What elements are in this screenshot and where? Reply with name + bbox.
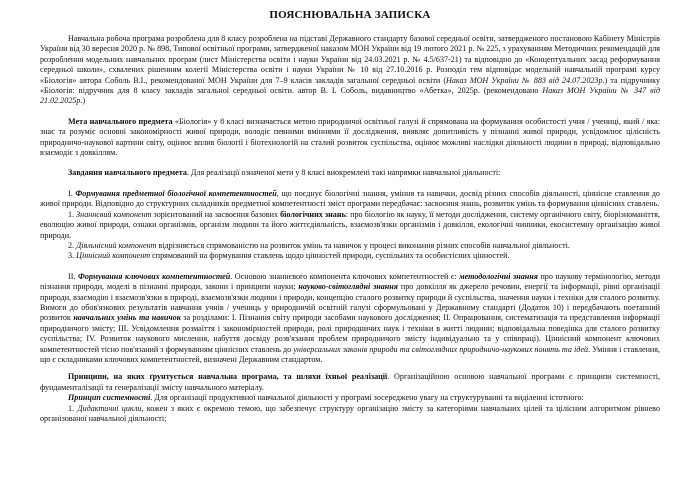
competence-2-text-2: про наукову термінологію, методи пізнання природи, моделі в пізнанні природи, закони і принципи науки; bbox=[40, 271, 661, 292]
competence-2-key-4: універсальних законів природи та світоглядних природничо-наукових понять та ідей bbox=[293, 344, 589, 354]
component-2-number: 2. bbox=[68, 240, 77, 250]
component-3-text: спрямований на формування ставлень щодо цінностей природи, суспільних та особистісних цінностей. bbox=[150, 251, 510, 261]
system-text: . Для організації продуктивної навчальної діяльності у програмі зосереджено увагу на структуруванні та виділенні істотного: bbox=[150, 393, 584, 403]
intro-order-1: Наказ МОН України № 883 від 24.07.2023р. bbox=[446, 75, 605, 85]
tasks-paragraph bbox=[40, 168, 660, 178]
component-2-paragraph bbox=[40, 241, 660, 251]
competence-2-text-1: . Основою знаннєвого компонента ключових компетентностей є: bbox=[230, 271, 460, 281]
competence-2-text-3: про довкілля як джерело речовин, енергії та інформації, рівні організації природи, взаємодію і взаємозв'язки в природі, взаємозв'язки людини і природи, концепцію сталого розвитку природи й суспільства, значення науки і техніки для сталого розвитку. Вимоги до обов'язкових результатів навчання учнів / учениць у природничій освітній галузі сформульовані у Державному стандарті (Додаток 10) і передбачають поетапний розвиток bbox=[40, 282, 660, 323]
component-1-number: 1. bbox=[68, 209, 77, 219]
competence-1-paragraph bbox=[40, 189, 660, 210]
principles-paragraph bbox=[40, 372, 660, 393]
competence-1-label: Формування предметної біологічної компетентностей bbox=[75, 188, 277, 198]
competence-2-text-4: за розділами: І. Пізнання світу природи засобами наукового дослідження; ІІ. Опрацювання, систематизація та представлення інформації природничого змісту; ІІІ. Усвідомлення розмаїття і закономірностей природи, ролі природничих наук і техніки в житті людини; відповідальна поведінка для сталого розвитку суспільства; IV. Розвиток наукового мислення, набуття досвіду розв'язання проблем природничого змісту індивідуально та у співпраці). Ціннісний компонент ключових компетентностей тісно пов'язаний з формуванням ціннісних ставлень до bbox=[40, 313, 660, 354]
system-label: Принцип системності bbox=[68, 393, 151, 403]
competence-2-label: Формування ключових компетентностей bbox=[77, 271, 231, 281]
component-3-paragraph bbox=[40, 251, 660, 261]
component-3-number: 3. bbox=[68, 251, 77, 261]
tasks-text: . Для реалізації означеної мети у 8 класі виокремлені такі напрямки навчальної діяльності: bbox=[186, 168, 501, 178]
competence-2-number: ІІ. bbox=[68, 271, 78, 281]
principles-text: . Організаційною основою навчальної програми є принципи системності, фундаменталізації та генералізації змісту навчального матеріалу. bbox=[40, 372, 660, 392]
didactic-number: 1. bbox=[68, 403, 78, 413]
component-1-paragraph bbox=[40, 210, 660, 241]
competence-1-text: , що поєднує біологічні знання, уміння та навички, досвід різних способів діяльності, ціннісне ставлення до живої природи. Відповідно до структурних складників предметної компетентності зміст програми передбачає: засвоєння знань, розвиток умінь та формування ціннісних ставлень. bbox=[40, 188, 660, 209]
aim-label: Мета навчального предмета bbox=[68, 116, 173, 126]
principles-label: Принципи, на яких ґрунтується навчальна програма, та шляхи їхньої реалізації bbox=[68, 372, 388, 382]
intro-text-2: ) та підручнику «Біологія: підручник для 8 класу закладів загальної середньої освіти. автор В. І. Соболь, видавництво «Абетка», 2025р. (рекомендовано bbox=[40, 75, 661, 96]
component-1-text-b: : про біологію як науку, її методи дослідження, систему органічного світу, біорізноманіття, еволюцію живої природи, ознаки організмів, організм людини та його життєдіяльність, взаємозв'язки організмів і довкілля, екологічні чинники, екосистемну організацію живої природи. bbox=[40, 209, 661, 240]
component-2-text: відрізняється спрямованістю на розвиток умінь та навичок у процесі виконання різних способів навчальної діяльності. bbox=[156, 240, 570, 250]
component-1-label: Знаннєвий компонент bbox=[76, 209, 152, 219]
aim-text: «Біологія» у 8 класі визначається метою природничої освітньої галузі й спрямована на формування особистості учня / учениці, який / яка: знає та розуміє основні закономірності живої природи, володіє певними вміннями її дослідження, виявляє допитливість у пізнанні живої природи, усвідомлює цілісність природничо-наукової картини світу, оцінює вплив біології і біотехнологій на сталий розвиток суспільства, оцінює можливі наслідки діяльності людини в природі, відповідально взаємодіє з довкіллям. bbox=[40, 116, 660, 158]
intro-order-2: Наказ МОН України № 347 від 21.02.2025р. bbox=[40, 86, 660, 106]
component-1-text-a: зорієнтований на засвоєння базових bbox=[151, 209, 281, 219]
didactic-paragraph bbox=[40, 404, 660, 425]
competence-2-text-5: . Уміння і ставлення, що є складниками ключових компетентностей, визначені Державним стандартом. bbox=[40, 344, 661, 364]
competence-2-key-2: науково-світоглядні знання bbox=[298, 282, 398, 292]
didactic-label: Дидактичні цикли bbox=[77, 403, 142, 413]
tasks-label: Завдання навчального предмета bbox=[68, 168, 187, 178]
intro-paragraph bbox=[40, 34, 660, 107]
competence-2-key-1: методологічні знання bbox=[459, 271, 538, 281]
component-2-label: Діяльнісний компонент bbox=[76, 240, 157, 250]
intro-text-1: Навчальна робоча програма розроблена для 8 класу розроблена на підставі Державного стандарту базової середньої освіти, затвердженого постановою Кабінету Міністрів України від 30 вересня 2020 р. № 898, Типової освітньої програми, затвердженої наказом МОН України від 19 лютого 2021 р. № 225, з урахуванням Методичних рекомендацій для розроблення модельних навчальних програм (лист Міністерства освіти і науки України від 24.03.2021 р. № 4.5/637-21) та відповідно до «Концептуальних засад реформування середньої школи», схвалених рішенням колегії Міністерства освіти і науки України № 10 від 27.10.2016 р. Розподіл тем відповідає модельній навчальній програмі курсу «Біологія» автора Соболь В.І., рекомендованої МОН України для 7–9 класів закладів загальної середньої освіти ( bbox=[40, 34, 660, 85]
system-paragraph bbox=[40, 393, 660, 403]
component-1-bold: біологічних знань bbox=[280, 209, 346, 219]
didactic-text: , кожен з яких є окремою темою, що забезпечує структуру організацію змісту за категоріями навчальних цілей та цілісним алгоритмом рівнево організованої навчальної діяльності; bbox=[40, 403, 660, 423]
competence-2-key-3: навчальних умінь та навичок bbox=[73, 313, 181, 323]
page-title: ПОЯСНЮВАЛЬНА ЗАПИСКА bbox=[269, 9, 431, 21]
aim-paragraph bbox=[40, 117, 660, 159]
intro-text-3: ) bbox=[82, 96, 86, 106]
competence-2-paragraph bbox=[40, 272, 660, 366]
competence-1-number: І. bbox=[68, 188, 76, 198]
component-3-label: Ціннісний компонент bbox=[76, 251, 151, 261]
